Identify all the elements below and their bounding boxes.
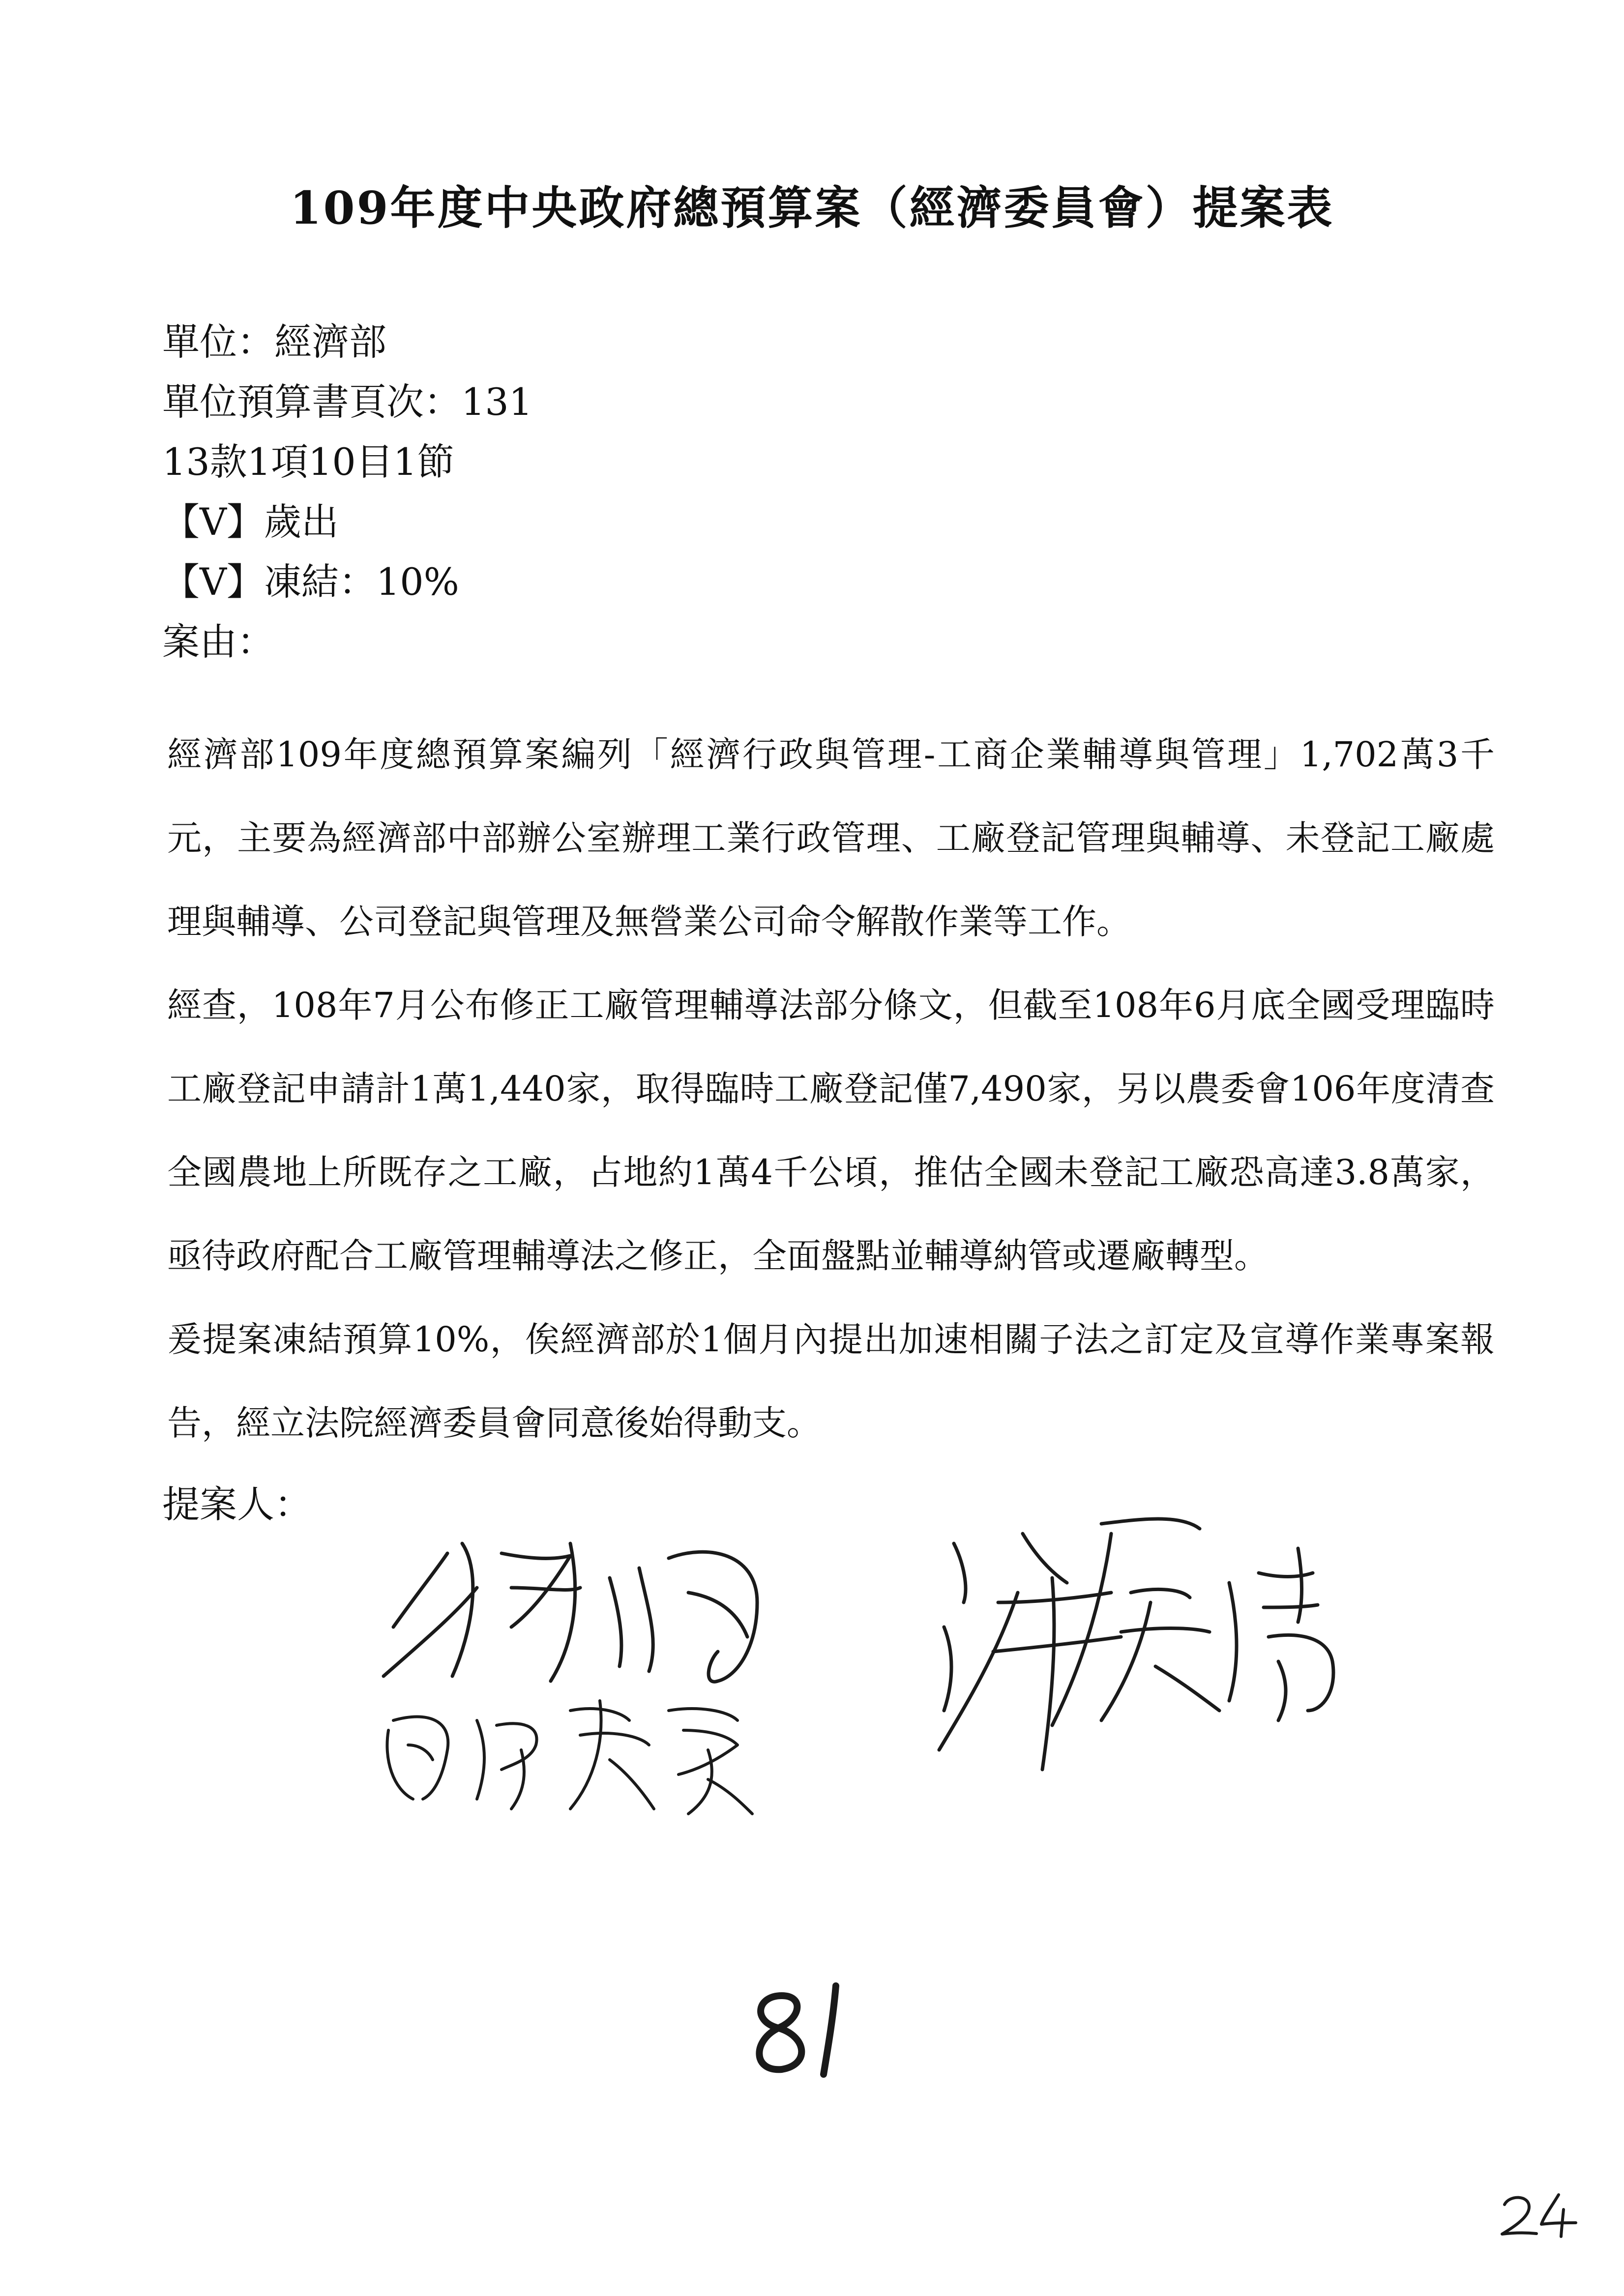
reason-label: 案由： xyxy=(162,620,274,664)
handwritten-number-81 xyxy=(738,1976,865,2084)
body-paragraph-3: 爰提案凍結預算10%，俟經濟部於1個月內提出加速相關子法之訂定及宣導作業專案報告，經立法院經濟委員會同意後始得動支。 xyxy=(167,1319,1495,1443)
freeze-line: 【V】凍結：10% xyxy=(162,560,459,604)
document-meta xyxy=(162,312,1490,672)
proposal-body xyxy=(167,713,1495,1465)
page-number xyxy=(1495,2187,1578,2241)
expenditure-line: 【V】歲出 xyxy=(162,500,339,544)
signature-2 xyxy=(924,1504,1367,1779)
page-number-handwriting xyxy=(1495,2187,1578,2241)
unit-line: 單位：經濟部 xyxy=(162,320,386,364)
body-paragraph-2: 經查，108年7月公布修正工廠管理輔導法部分條文，但截至108年6月底全國受理臨時工廠登記申請計1萬1,440家，取得臨時工廠登記僅7,490家，另以農委會106年度清查全國農地上所既存之工廠，占地約1萬4千公頃，推估全國未登記工廠恐高達3.8萬家，亟待政府配合工廠管理輔導法之修正，全面盤點並輔導納管或遷廠轉型。 xyxy=(167,985,1495,1276)
budget-item-line: 13款1項10目1節 xyxy=(162,440,455,484)
document-title: 109年度中央政府總預算案（經濟委員會）提案表 xyxy=(290,181,1334,234)
signature-1 xyxy=(364,1514,806,1819)
budget-page-line: 單位預算書頁次：131 xyxy=(162,380,533,424)
body-paragraph-1: 經濟部109年度總預算案編列「經濟行政與管理-工商企業輔導與管理」1,702萬3千元，主要為經濟部中部辦公室辦理工業行政管理、工廠登記管理與輔導、未登記工廠處理與輔導、公司登記與管理及無營業公司命令解散作業等工作。 xyxy=(167,734,1495,942)
proposer-label: 提案人： xyxy=(162,1482,312,1526)
